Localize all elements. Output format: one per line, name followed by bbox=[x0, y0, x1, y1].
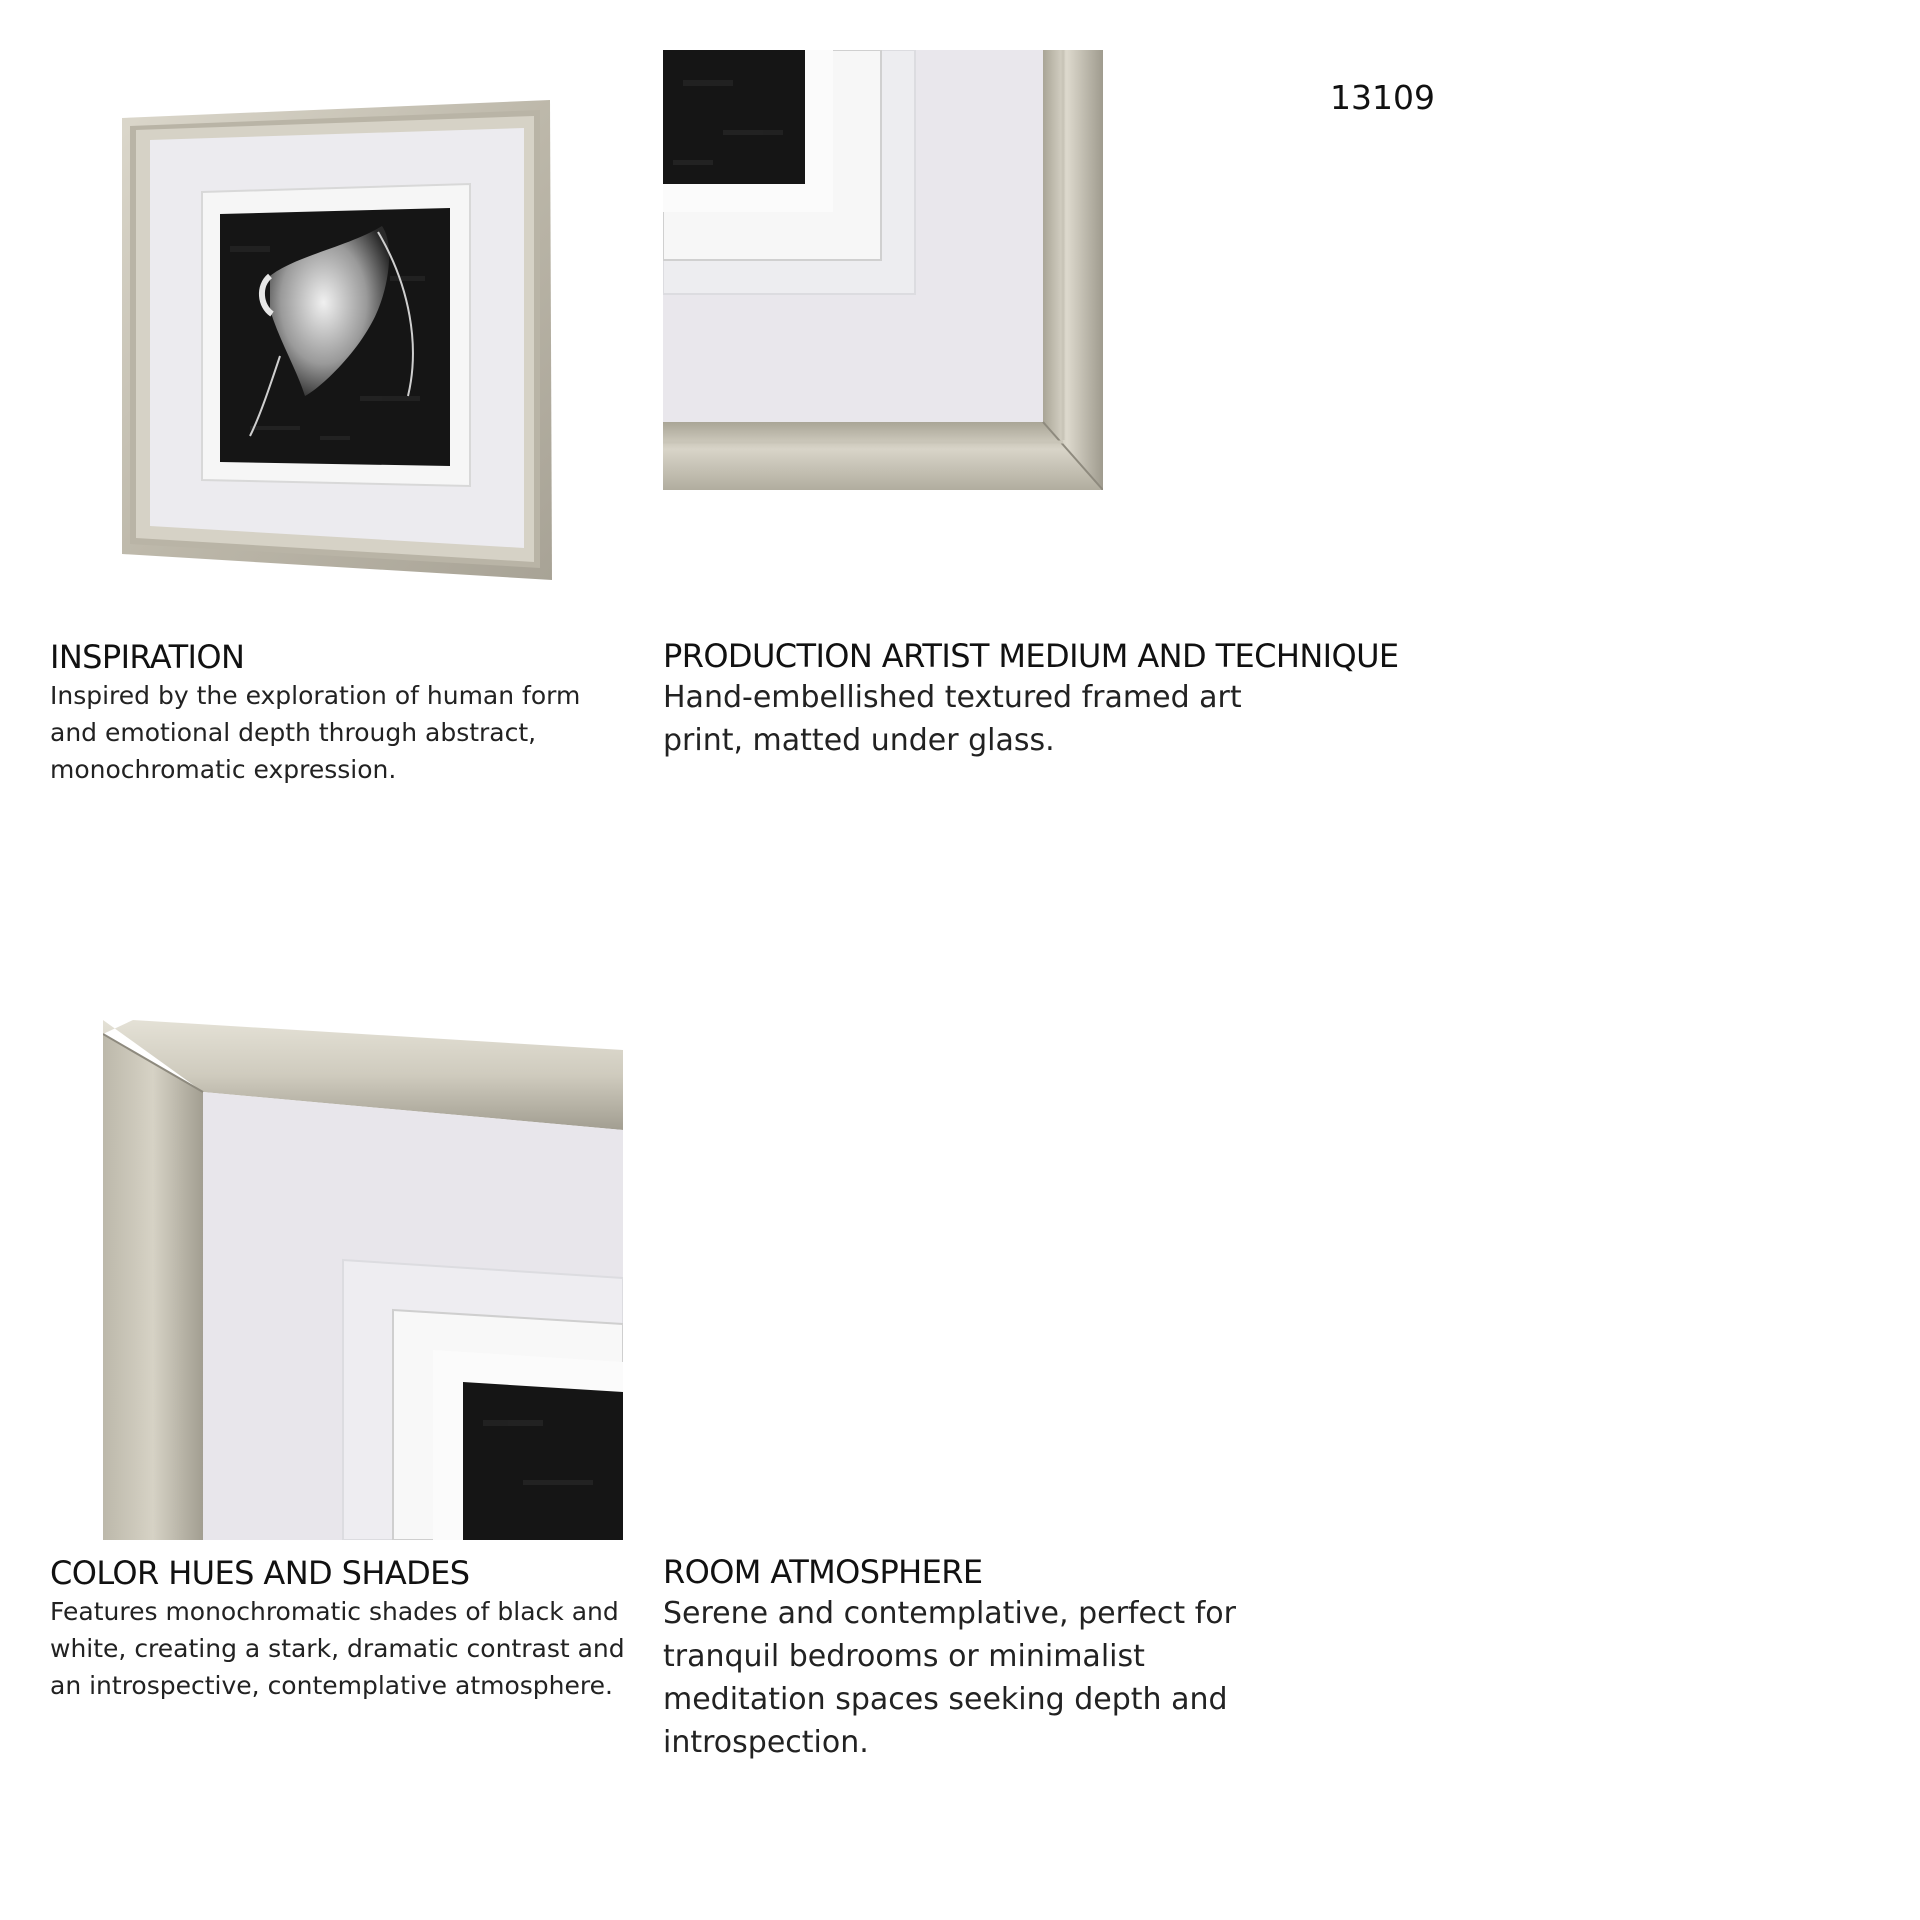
inspiration-text: Inspired by the exploration of human form and emotional depth through abstract, monochromatic expression. bbox=[50, 681, 581, 784]
room-atmosphere-section bbox=[663, 1552, 1253, 1764]
framed-art-full-view-image bbox=[120, 96, 554, 580]
inspiration-section bbox=[50, 637, 630, 788]
production-text: Hand-embellished textured framed art print, matted under glass. bbox=[663, 680, 1242, 758]
inspiration-heading: INSPIRATION bbox=[50, 638, 245, 676]
color-section bbox=[50, 1553, 640, 1704]
room-atmosphere-text: Serene and contemplative, perfect for tranquil bedrooms or minimalist meditation spaces seeking depth and introspection. bbox=[663, 1596, 1236, 1760]
color-text: Features monochromatic shades of black and white, creating a stark, dramatic contrast and an introspective, contemplative atmosphere. bbox=[50, 1597, 625, 1700]
room-atmosphere-heading: ROOM ATMOSPHERE bbox=[663, 1553, 983, 1591]
frame-corner-detail-bottom-right-image bbox=[663, 50, 1103, 490]
production-section bbox=[663, 636, 1533, 762]
frame-corner-detail-top-left-image bbox=[103, 1020, 623, 1540]
product-sku: 13109 bbox=[1330, 78, 1435, 117]
production-heading: PRODUCTION ARTIST MEDIUM AND TECHNIQUE bbox=[663, 637, 1399, 675]
color-heading: COLOR HUES AND SHADES bbox=[50, 1554, 470, 1592]
